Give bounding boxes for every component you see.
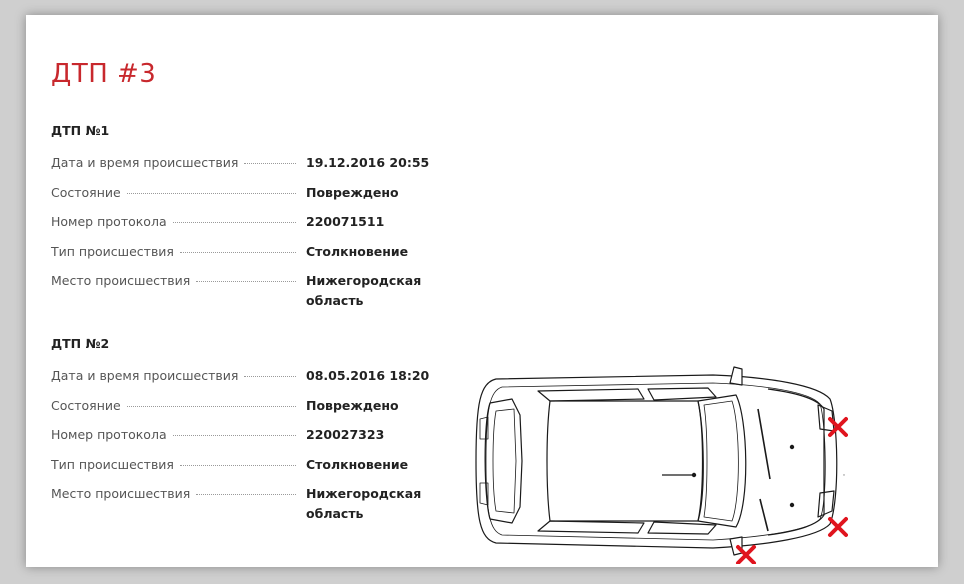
row-label: Номер протокола: [51, 214, 167, 229]
row-value: Повреждено: [306, 184, 399, 200]
incident-section-2: [51, 334, 471, 530]
row-label: Состояние: [51, 397, 121, 413]
row-label: Дата и время происшествия: [51, 368, 239, 383]
dot-leader: [180, 252, 296, 253]
row-label: Состояние: [51, 184, 121, 200]
detail-row-protocol: [51, 425, 471, 455]
row-value: Столкновение: [306, 456, 409, 472]
incident-section-1: [51, 121, 471, 317]
page-title: ДТП #3: [51, 59, 157, 89]
incident-heading: ДТП №1: [51, 123, 110, 138]
dot-leader: [173, 222, 296, 223]
detail-row-status: [51, 396, 471, 426]
detail-row-location: [51, 271, 471, 317]
row-value: Нижегородская область: [306, 486, 422, 521]
dot-leader: [196, 494, 296, 495]
row-value: Столкновение: [306, 243, 409, 259]
dot-leader: [127, 193, 296, 194]
row-value: 220027323: [306, 427, 385, 442]
dot-leader: [127, 406, 296, 407]
detail-row-type: [51, 242, 471, 272]
dot-leader: [244, 376, 296, 377]
row-label: Тип происшествия: [51, 456, 174, 472]
row-label: Место происшествия: [51, 273, 191, 288]
detail-row-datetime: [51, 366, 471, 396]
row-value: 19.12.2016 20:55: [306, 155, 430, 170]
incident-heading: ДТП №2: [51, 336, 110, 351]
dot-leader: [180, 465, 296, 466]
row-label: Дата и время происшествия: [51, 155, 239, 170]
row-label: Тип происшествия: [51, 243, 174, 259]
detail-row-status: [51, 183, 471, 213]
row-value: 08.05.2016 18:20: [306, 368, 430, 383]
dot-leader: [244, 163, 296, 164]
detail-row-protocol: [51, 212, 471, 242]
row-label: Место происшествия: [51, 486, 191, 501]
car-top-view-icon: [468, 359, 848, 564]
detail-row-datetime: [51, 153, 471, 183]
detail-row-location: [51, 484, 471, 530]
row-label: Номер протокола: [51, 427, 167, 442]
row-value: 220071511: [306, 214, 385, 229]
dot-leader: [196, 281, 296, 282]
dot-leader: [173, 435, 296, 436]
detail-row-type: [51, 455, 471, 485]
incident-card: [26, 15, 938, 567]
row-value: Повреждено: [306, 397, 399, 413]
row-value: Нижегородская область: [306, 273, 422, 308]
